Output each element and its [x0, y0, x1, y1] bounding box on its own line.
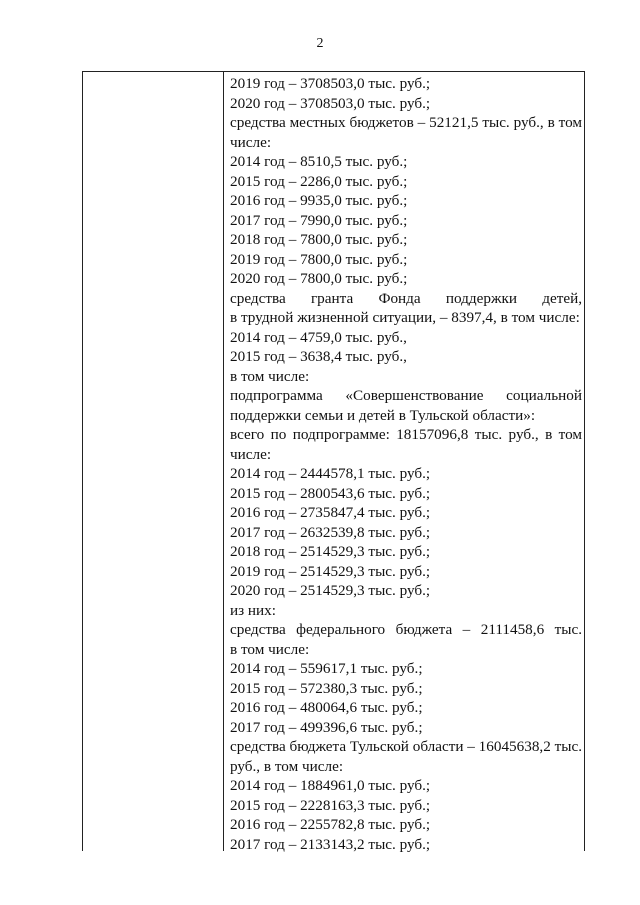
text-line-content: числе: [230, 445, 272, 463]
text-line-content: в том числе: [230, 640, 310, 658]
text-line-content: 2017 год – 2632539,8 тыс. руб.; [230, 523, 431, 541]
text-line-content: 2014 год – 4759,0 тыс. руб., [230, 328, 407, 346]
text-line-content: 2016 год – 9935,0 тыс. руб.; [230, 192, 408, 209]
text-line-content: в том числе: [230, 367, 310, 385]
text-line-content: 2014 год – 1884961,0 тыс. руб.; [230, 777, 431, 794]
text-line-content: числе: [230, 133, 272, 151]
text-line-content: 2015 год – 572380,3 тыс. руб.; [230, 679, 423, 697]
text-line-content: 2020 год – 2514529,3 тыс. руб.; [230, 582, 431, 599]
text-line-content: в трудной жизненной ситуации, – 8397,4, в том числе: [230, 309, 580, 326]
text-line-content: поддержки семьи и детей в Тульской области»: [230, 406, 536, 424]
text-line-content: 2014 год – 559617,1 тыс. руб.; [230, 660, 423, 677]
text-line-content: средства бюджета Тульской области – 16045638,2 тыс. [230, 738, 582, 755]
text-line-content: 2015 год – 2286,0 тыс. руб.; [230, 172, 408, 190]
text-line-content: 2018 год – 2514529,3 тыс. руб.; [230, 543, 431, 560]
text-line-content: 2019 год – 3708503,0 тыс. руб.; [230, 75, 431, 92]
text-line [230, 834, 582, 856]
text-line-content: 2015 год – 2228163,3 тыс. руб.; [230, 796, 431, 814]
text-line-content: 2019 год – 7800,0 тыс. руб.; [230, 250, 408, 268]
text-line-content: из них: [230, 601, 276, 619]
text-line-content: средства местных бюджетов – 52121,5 тыс. руб., в том [230, 114, 582, 131]
budget-table [82, 71, 585, 851]
text-line-content: 2016 год – 2255782,8 тыс. руб.; [230, 816, 431, 833]
text-line-content: средства гранта Фонда поддержки детей, [230, 289, 582, 307]
text-line-content: 2015 год – 3638,4 тыс. руб., [230, 348, 407, 365]
text-line-content: 2014 год – 8510,5 тыс. руб.; [230, 153, 408, 170]
text-line-content: 2017 год – 2133143,2 тыс. руб.; [230, 835, 431, 853]
text-line-content: 2020 год – 3708503,0 тыс. руб.; [230, 94, 431, 112]
text-line-content: руб., в том числе: [230, 757, 344, 775]
text-line-content: 2015 год – 2800543,6 тыс. руб.; [230, 484, 431, 502]
page-number: 2 [316, 36, 324, 51]
text-line-content: 2020 год – 7800,0 тыс. руб.; [230, 270, 408, 287]
text-line-content: подпрограмма «Совершенствование социальной [230, 387, 582, 404]
table-right-column [224, 72, 584, 851]
text-line-content: средства федерального бюджета – 2111458,6 тыс. [230, 621, 582, 638]
text-line-content: 2018 год – 7800,0 тыс. руб.; [230, 231, 408, 248]
text-line-content: 2017 год – 499396,6 тыс. руб.; [230, 718, 423, 736]
text-line-content: 2016 год – 2735847,4 тыс. руб.; [230, 504, 431, 521]
table-left-column [83, 72, 224, 851]
text-line-content: 2016 год – 480064,6 тыс. руб.; [230, 699, 423, 716]
text-line-content: 2017 год – 7990,0 тыс. руб.; [230, 211, 408, 229]
text-line-content: 2019 год – 2514529,3 тыс. руб.; [230, 562, 431, 580]
text-line-content: всего по подпрограмме: 18157096,8 тыс. руб., в том [230, 426, 582, 443]
text-line-content: 2014 год – 2444578,1 тыс. руб.; [230, 465, 431, 482]
